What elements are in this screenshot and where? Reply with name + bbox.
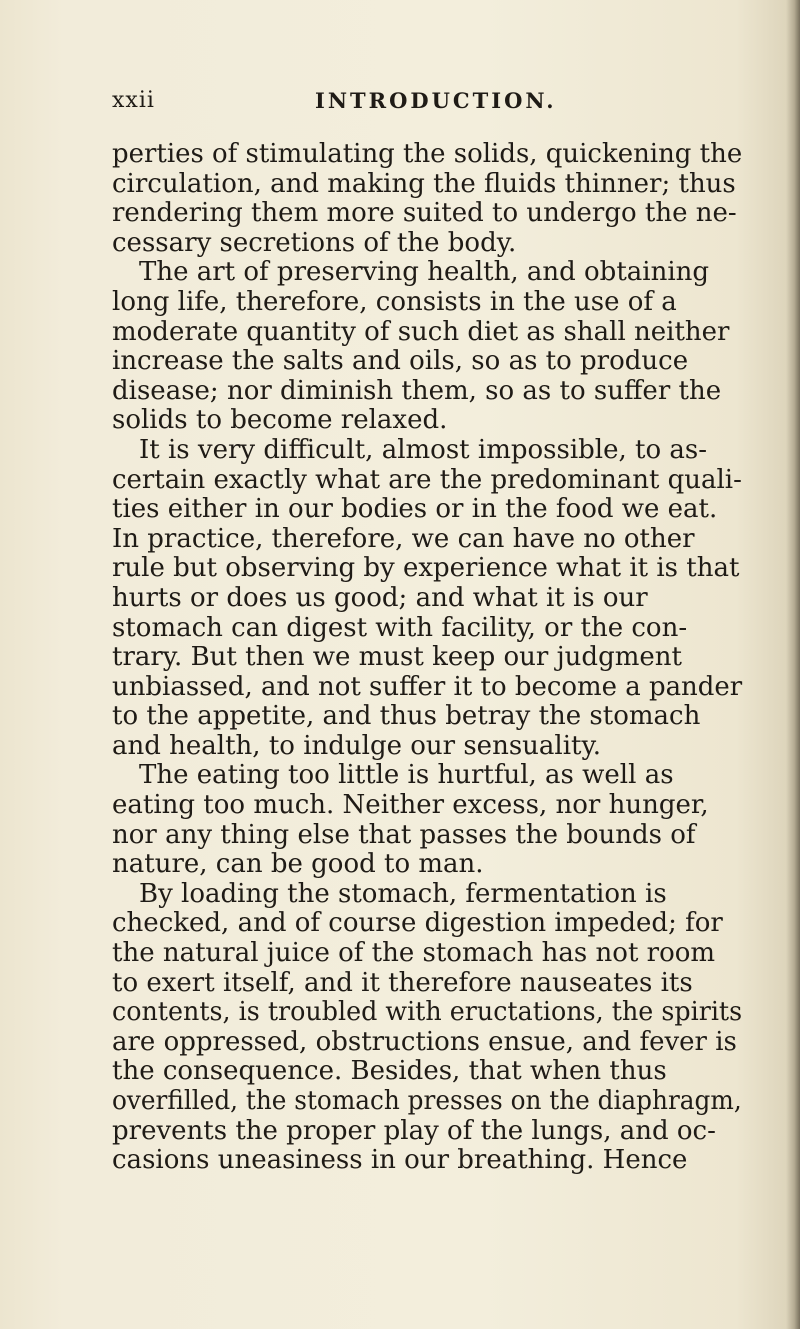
text-line: The eating too little is hurtful, as well as xyxy=(139,760,674,791)
text-line: It is very difficult, almost impossible, to as- xyxy=(139,434,708,465)
page-edge-shadow xyxy=(786,0,800,1329)
text-line: increase the salts and oils, so as to produce xyxy=(112,346,689,377)
text-line: circulation, and making the fluids thinner; thus xyxy=(112,168,736,199)
text-line: cessary secretions of the body. xyxy=(112,227,517,258)
text-line: stomach can digest with facility, or the con- xyxy=(112,612,688,643)
text-line: are oppressed, obstructions ensue, and fever is xyxy=(112,1026,737,1057)
text-line: unbiassed, and not suffer it to become a pander xyxy=(112,671,743,702)
text-line: In practice, therefore, we can have no other xyxy=(112,523,695,554)
text-line: nature, can be good to man. xyxy=(112,849,484,880)
text-line: nor any thing else that passes the bounds of xyxy=(112,819,696,850)
text-line: checked, and of course digestion impeded; for xyxy=(112,908,723,939)
text-line: hurts or does us good; and what it is our xyxy=(112,582,648,613)
text-line: overfilled, the stomach presses on the diaphragm, xyxy=(112,1086,742,1116)
running-head: INTRODUCTION. xyxy=(315,88,557,113)
text-line: ties either in our bodies or in the food we eat. xyxy=(112,494,718,525)
page-number: xxii xyxy=(112,88,155,113)
text-line: casions uneasiness in our breathing. Hence xyxy=(112,1145,688,1176)
body-text xyxy=(112,140,742,1176)
text-line: rule but observing by experience what it is that xyxy=(112,553,740,584)
text-line: the natural juice of the stomach has not room xyxy=(112,938,716,969)
text-line: disease; nor diminish them, so as to suffer the xyxy=(112,375,722,406)
text-line: eating too much. Neither excess, nor hunger, xyxy=(112,790,709,821)
text-line: to exert itself, and it therefore nauseates its xyxy=(112,967,693,998)
text-line: and health, to indulge our sensuality. xyxy=(112,730,601,761)
text-line: perties of stimulating the solids, quickening the xyxy=(112,139,743,169)
text-line: rendering them more suited to undergo the ne- xyxy=(112,198,737,229)
text-line: trary. But then we must keep our judgment xyxy=(112,642,682,673)
page-header xyxy=(112,88,712,118)
text-line: moderate quantity of such diet as shall neither xyxy=(112,316,730,347)
text-line: The art of preserving health, and obtaining xyxy=(139,257,710,288)
text-line: solids to become relaxed. xyxy=(112,405,448,436)
text-line: the consequence. Besides, that when thus xyxy=(112,1056,667,1087)
text-line: to the appetite, and thus betray the stomach xyxy=(112,701,701,732)
text-line: By loading the stomach, fermentation is xyxy=(139,878,667,909)
text-line: certain exactly what are the predominant quali- xyxy=(112,464,742,495)
text-line: prevents the proper play of the lungs, and oc- xyxy=(112,1115,716,1146)
text-line: long life, therefore, consists in the use of a xyxy=(112,286,677,317)
text-line: contents, is troubled with eructations, the spirits xyxy=(112,997,743,1028)
